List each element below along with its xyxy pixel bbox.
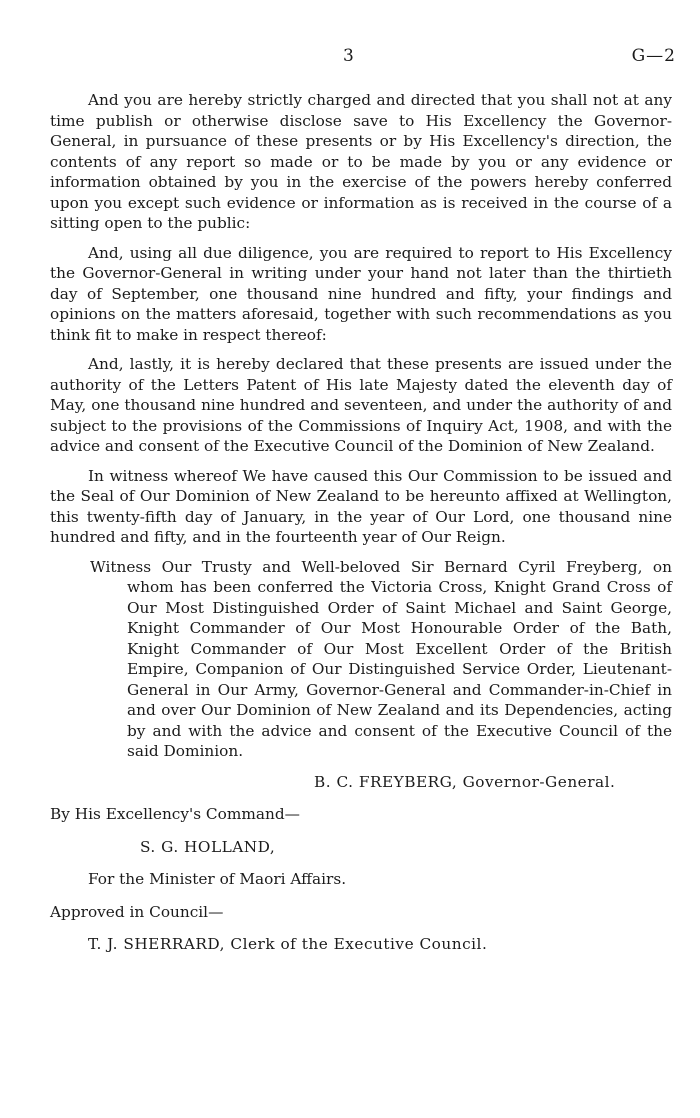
paragraph-disclosure: And you are hereby strictly charged and directed that you shall not at any time publish or otherwise disclose save to His Excellency the Governor-General, in pursuance of these presents or by His Excellency's direction, the contents of any report so made or to be made by you or any evidence or information obtained by you in the exercise of the powers hereby conferred upon you except such evidence or information as is received in the course of a sitting open to the public: <box>50 91 672 232</box>
paragraph-authority: And, lastly, it is hereby declared that these presents are issued under the authority of the Letters Patent of His late Majesty dated the eleventh day of May, one thousand nine hundred and seventeen, and under the authority of and subject to the provisions of the Commissions of Inquiry Act, 1908, and with the advice and consent of the Executive Council of the Dominion of New Zealand. <box>50 355 672 455</box>
document-reference: G—2 <box>631 46 676 66</box>
page-header <box>0 46 700 70</box>
page-number: 3 <box>343 46 354 66</box>
governor-signature: B. C. FREYBERG, Governor-General. <box>314 772 616 791</box>
document-body <box>50 90 672 967</box>
minister-title: For the Minister of Maori Affairs. <box>88 870 347 888</box>
witness-clause: Witness Our Trusty and Well-beloved Sir Bernard Cyril Freyberg, on whom has been conferred the Victoria Cross, Knight Grand Cross of Our Most Distinguished Order of Saint Michael and Saint George, Knight Commander of Our Most Honourable Order of the Bath, Knight Commander of Our Most Excellent Order of the British Empire, Companion of Our Distinguished Service Order, Lieutenant-General in Our Army, Governor-General and Commander-in-Chief in and over Our Dominion of New Zealand and its Dependencies, acting by and with the advice and consent of the Executive Council of the said Dominion. <box>90 557 672 760</box>
approved-line: Approved in Council— <box>50 902 224 921</box>
minister-signature: S. G. HOLLAND, <box>140 837 276 856</box>
paragraph-in-witness: In witness whereof We have caused this Our Commission to be issued and the Seal of Our Dominion of New Zealand to be hereunto affixed at Wellington, this twenty-fifth day of January, in the year of Our Lord, one thousand nine hundred and fifty, and in the fourteenth year of Our Reign. <box>50 466 672 546</box>
paragraph-report-deadline: And, using all due diligence, you are required to report to His Excellency the Governor-General in writing under your hand not later than the thirtieth day of September, one thousand nine hundred and fifty, your findings and opinions on the matters aforesaid, together with such recommendations as you think fit to make in respect thereof: <box>50 243 672 344</box>
command-line: By His Excellency's Command— <box>50 805 300 823</box>
clerk-signature: T. J. SHERRARD, Clerk of the Executive Council. <box>88 935 488 953</box>
